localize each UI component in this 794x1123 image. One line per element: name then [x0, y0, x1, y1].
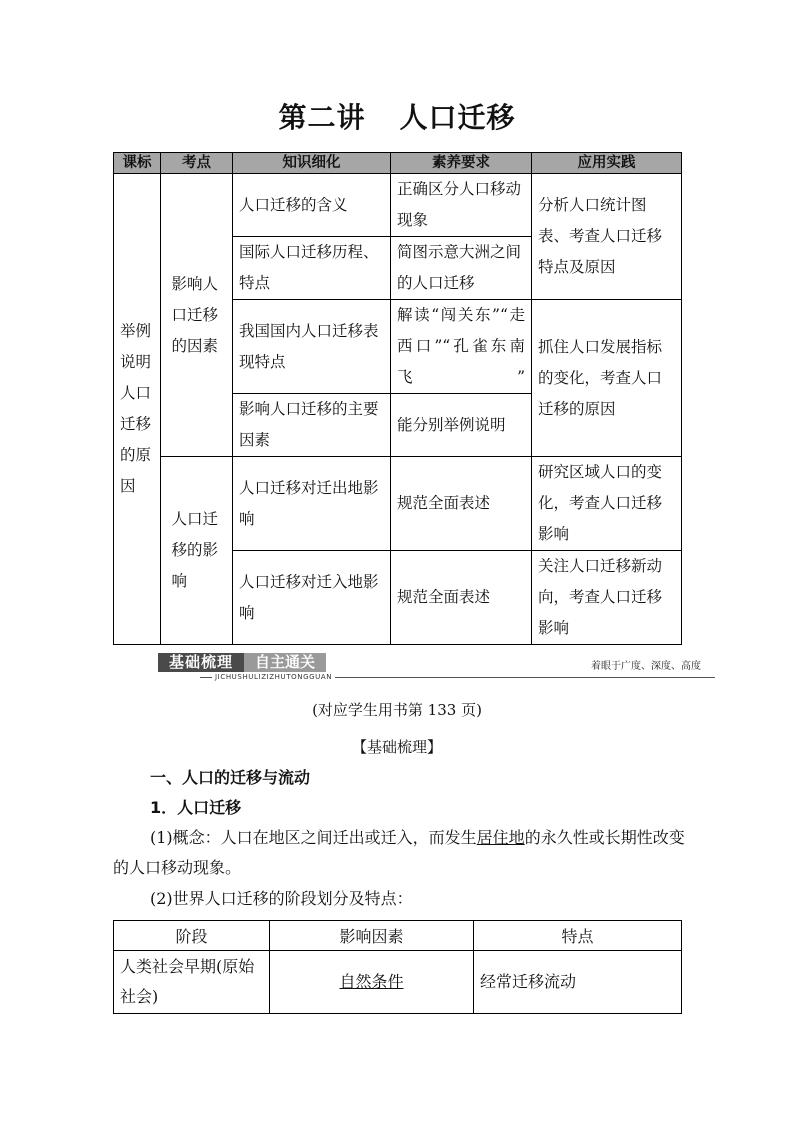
practice-cell: 关注人口迁移新动向，考查人口迁移影响 — [532, 551, 682, 645]
header-feature: 特点 — [474, 921, 682, 951]
header-knowledge: 知识细化 — [233, 153, 391, 174]
topic-cell: 人口迁移的影响 — [161, 457, 233, 645]
section-banner — [150, 652, 715, 682]
banner-tagline: 着眼于广度、深度、高度 — [591, 661, 701, 672]
header-topic: 考点 — [161, 153, 233, 174]
literacy-cell: 能分别举例说明 — [391, 394, 532, 457]
subheading: 【基础梳理】 — [351, 738, 442, 756]
header-standard: 课标 — [114, 153, 161, 174]
stages-table — [113, 920, 682, 1014]
header-factor: 影响因素 — [270, 921, 474, 951]
knowledge-cell: 人口迁移对迁出地影响 — [233, 457, 391, 551]
knowledge-cell: 我国国内人口迁移表现特点 — [233, 300, 391, 394]
literacy-cell: 解读“闯关东”“走西口”“孔雀东南飞” — [391, 300, 532, 394]
stages-intro: (2)世界人口迁移的阶段划分及特点： — [150, 889, 413, 908]
section-heading: 一、人口的迁移与流动 — [150, 768, 311, 787]
literacy-cell: 简图示意大洲之间的人口迁移 — [391, 237, 532, 300]
header-literacy: 素养要求 — [391, 153, 532, 174]
concept-paragraph: (1)概念：人口在地区之间迁出或迁入，而发生居住地的永久性或长期性改变的人口移动现象。 — [113, 828, 685, 877]
page-reference: (对应学生用书第 133 页) — [312, 701, 482, 719]
stages-header-row — [114, 921, 682, 951]
curriculum-table — [113, 152, 682, 645]
header-stage: 阶段 — [114, 921, 270, 951]
literacy-cell: 规范全面表述 — [391, 551, 532, 645]
curriculum-header-row — [114, 153, 682, 174]
factor-cell: 自然条件 — [270, 951, 474, 1014]
literacy-cell: 正确区分人口移动现象 — [391, 174, 532, 237]
header-practice: 应用实践 — [532, 153, 682, 174]
title-lecture-number: 第二讲 — [278, 101, 366, 134]
knowledge-cell: 人口迁移对迁入地影响 — [233, 551, 391, 645]
banner-dark-label: 基础梳理 — [158, 653, 244, 672]
literacy-cell: 规范全面表述 — [391, 457, 532, 551]
knowledge-cell: 影响人口迁移的主要因素 — [233, 394, 391, 457]
table-row — [114, 951, 682, 1014]
feature-cell: 经常迁移流动 — [474, 951, 682, 1014]
knowledge-cell: 国际人口迁移历程、特点 — [233, 237, 391, 300]
topic-cell: 影响人口迁移的因素 — [161, 174, 233, 457]
underlined-answer: 居住地 — [476, 828, 525, 847]
stage-cell: 人类社会早期(原始社会) — [114, 951, 270, 1014]
page-title — [0, 96, 794, 136]
table-row — [114, 457, 682, 551]
banner-pinyin: JICHUSHULIZIZHUTONGGUAN — [212, 673, 335, 681]
standard-cell: 举例说明人口迁移的原因 — [114, 174, 161, 645]
title-topic: 人口迁移 — [399, 101, 516, 134]
practice-cell: 研究区域人口的变化，考查人口迁移影响 — [532, 457, 682, 551]
banner-light-label: 自主通关 — [244, 653, 326, 672]
table-row — [114, 174, 682, 237]
knowledge-cell: 人口迁移的含义 — [233, 174, 391, 237]
practice-cell: 抓住人口发展指标的变化，考查人口迁移的原因 — [532, 300, 682, 457]
practice-cell: 分析人口统计图表、考查人口迁移特点及原因 — [532, 174, 682, 300]
item-heading: 1．人口迁移 — [150, 798, 242, 817]
